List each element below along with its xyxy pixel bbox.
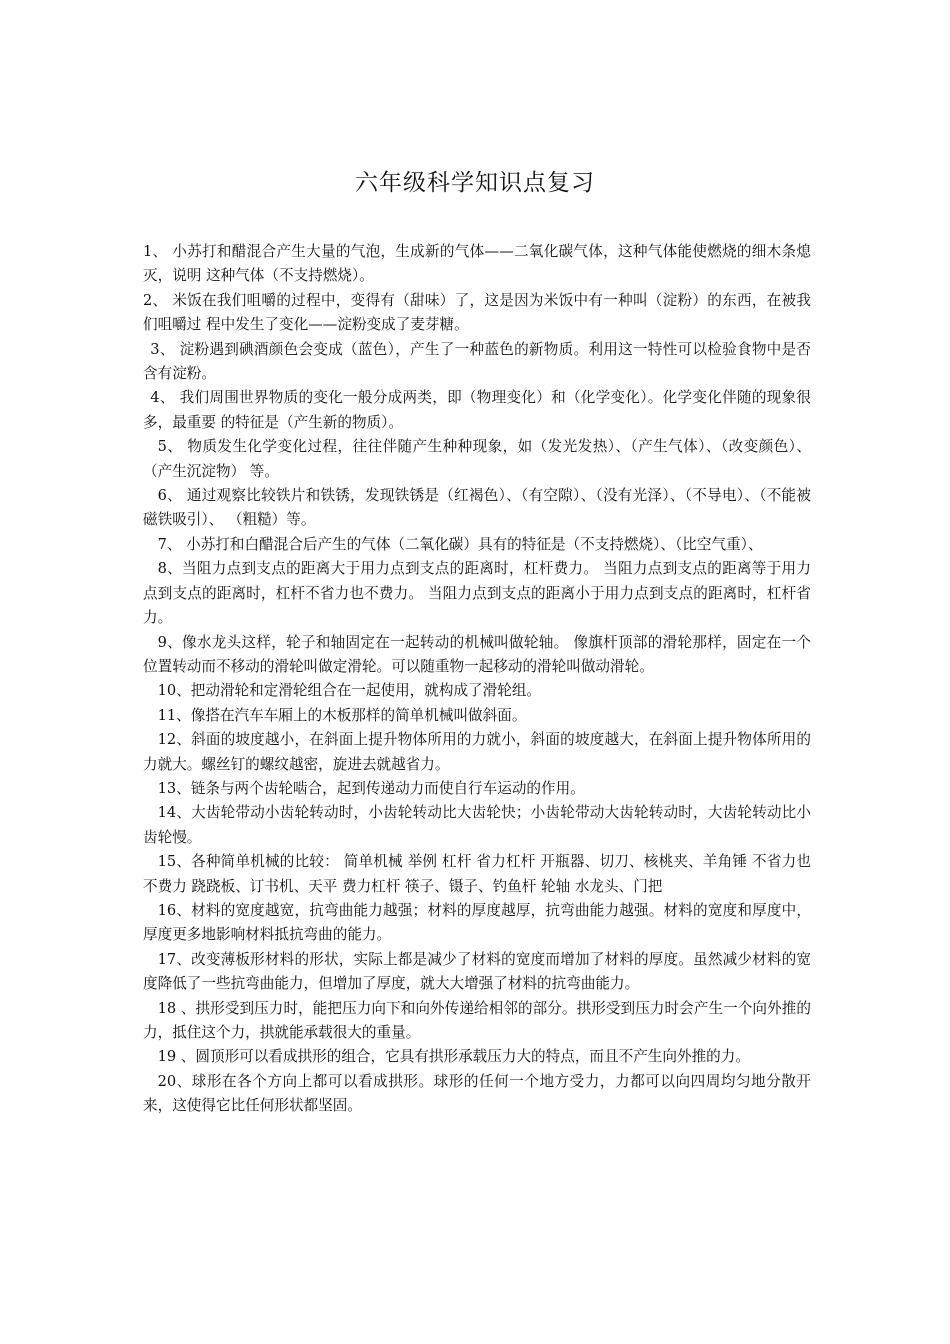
paragraph-20: 20、球形在各个方向上都可以看成拱形。球形的任何一个地方受力，力都可以向四周均匀地分散开来，这使得它比任何形状都坚固。 — [143, 1072, 811, 1115]
paragraph-5: 5、 物质发生化学变化过程，往往伴随产生种种现象，如（发光发热）、（产生气体）、（改变颜色）、（产生沉淀物） 等。 — [143, 438, 811, 480]
document-body — [143, 240, 811, 1119]
paragraph-16: 16、材料的宽度越宽，抗弯曲能力越强；材料的厚度越厚，抗弯曲能力越强。材料的宽度和厚度中，厚度更多地影响材料抵抗弯曲的能力。 — [143, 901, 811, 944]
paragraph-4: 4、 我们周围世界物质的变化一般分成两类，即（物理变化）和（化学变化）。化学变化伴随的现象很多，最重要 的特征是（产生新的物质）。 — [143, 389, 811, 431]
paragraph-19: 19 、圆顶形可以看成拱形的组合，它具有拱形承载压力大的特点，而且不产生向外推的力。 — [157, 1048, 750, 1066]
paragraph-17: 17、改变薄板形材料的形状，实际上都是减少了材料的宽度而增加了材料的厚度。虽然减少材料的宽度降低了一些抗弯曲能力，但增加了厚度，就大大增强了材料的抗弯曲能力。 — [143, 950, 811, 993]
paragraph-15: 15、各种简单机械的比较： 简单机械 举例 杠杆 省力杠杆 开瓶器、切刀、核桃夹、羊角锤 不省力也不费力 跷跷板、订书机、天平 费力杠杆 筷子、镊子、钓鱼杆 轮轴 水龙头、门把 — [143, 853, 811, 895]
paragraph-8: 8、当阻力点到支点的距离大于用力点到支点的距离时，杠杆费力。 当阻力点到支点的距离等于用力点到支点的距离时，杠杆不省力也不费力。 当阻力点到支点的距离小于用力点到支点的距离时，杠杆省力。 — [143, 560, 811, 627]
paragraph-7: 7、 小苏打和白醋混合后产生的气体（二氧化碳）具有的特征是（不支持燃烧）、（比空气重）、 — [157, 535, 763, 553]
paragraph-6: 6、 通过观察比较铁片和铁锈，发现铁锈是（红褐色）、（有空隙）、（没有光泽）、（不导电）、（不能被磁铁吸引）、 （粗糙）等。 — [143, 487, 811, 529]
paragraph-3: 3、 淀粉遇到碘酒颜色会变成（蓝色），产生了一种蓝色的新物质。利用这一特性可以检验食物中是否含有淀粉。 — [143, 340, 811, 383]
paragraph-1: 1、 小苏打和醋混合产生大量的气泡，生成新的气体——二氧化碳气体，这种气体能使燃烧的细木条熄灭，说明 这种气体（不支持燃烧）。 — [143, 243, 811, 285]
paragraph-2: 2、 米饭在我们咀嚼的过程中，变得有（甜味）了，这是因为米饭中有一种叫（淀粉）的东西，在被我们咀嚼过 程中发生了变化——淀粉变成了麦芽糖。 — [143, 291, 811, 334]
paragraph-10: 10、把动滑轮和定滑轮组合在一起使用，就构成了滑轮组。 — [157, 682, 542, 700]
page-title: 六年级科学知识点复习 — [355, 170, 595, 196]
paragraph-13: 13、链条与两个齿轮啮合，起到传递动力而使自行车运动的作用。 — [157, 779, 585, 797]
paragraph-9: 9、像水龙头这样，轮子和轴固定在一起转动的机械叫做轮轴。 像旗杆顶部的滑轮那样，固定在一个位置转动而不移动的滑轮叫做定滑轮。可以随重物一起移动的滑轮叫做动滑轮。 — [143, 633, 811, 675]
paragraph-12: 12、斜面的坡度越小，在斜面上提升物体所用的力就小，斜面的坡度越大，在斜面上提升物体所用的力就大。螺丝钉的螺纹越密，旋进去就越省力。 — [143, 731, 811, 773]
paragraph-14: 14、大齿轮带动小齿轮转动时，小齿轮转动比大齿轮快；小齿轮带动大齿轮转动时，大齿轮转动比小齿轮慢。 — [143, 804, 811, 846]
paragraph-11: 11、像搭在汽车车厢上的木板那样的简单机械叫做斜面。 — [157, 706, 527, 724]
paragraph-18: 18 、拱形受到压力时，能把压力向下和向外传递给相邻的部分。拱形受到压力时会产生一个向外推的力，抵住这个力，拱就能承载很大的重量。 — [143, 999, 811, 1041]
